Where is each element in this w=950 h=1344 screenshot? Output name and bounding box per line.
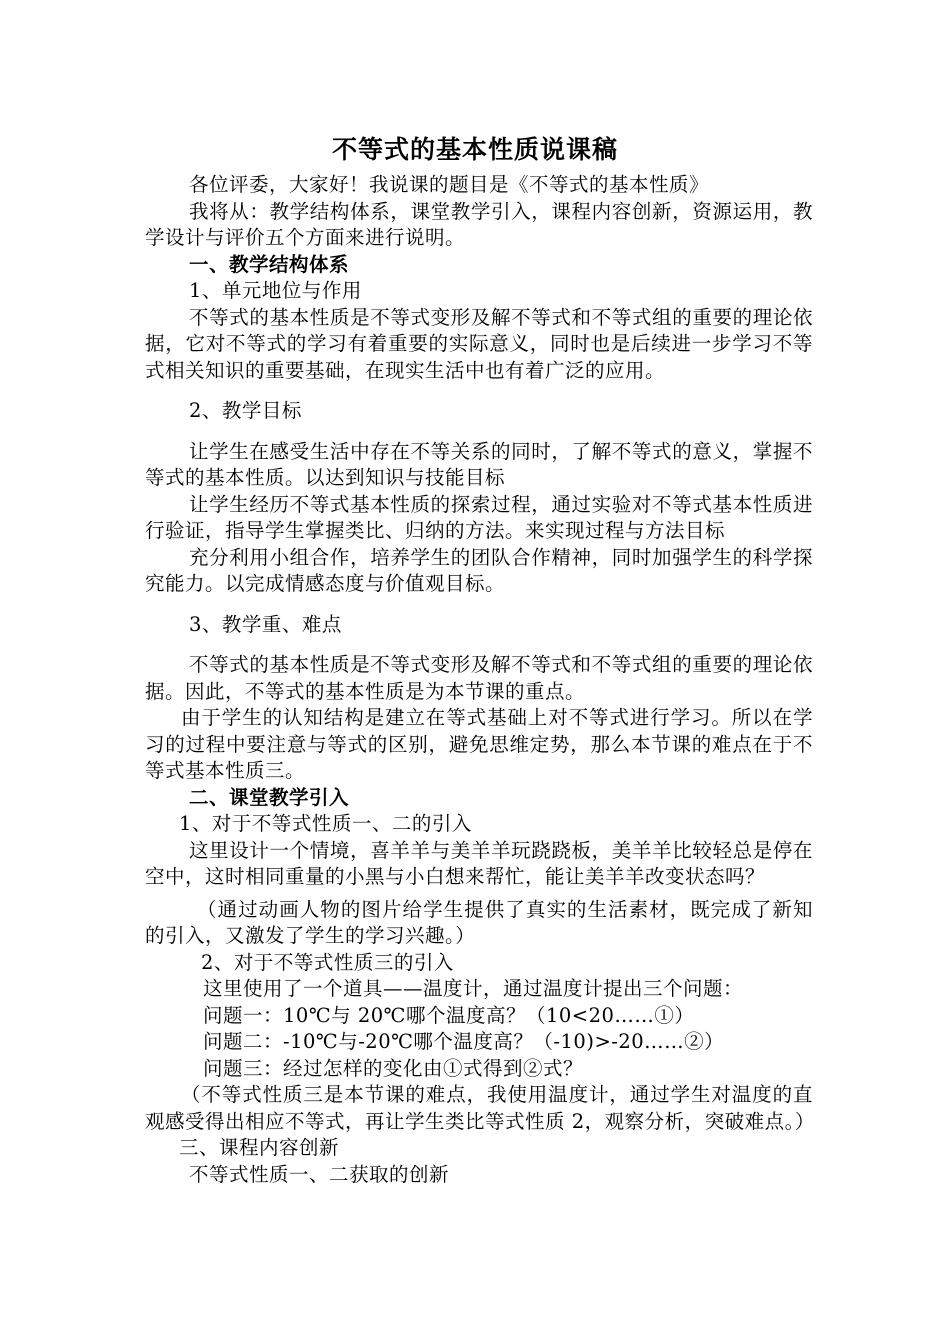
question-line: 问题一：10℃与 20℃哪个温度高？（10<20……①） [203, 1003, 695, 1027]
paragraph: 由于学生的认知结构是建立在等式基础上对不等式进行学习。所以在学习的过程中要注意与等式的区别，避免思维定势，那么本节课的难点在于不等式基本性质三。 [145, 706, 813, 782]
subsection-heading: 2、教学目标 [189, 399, 302, 422]
paragraph: 不等式的基本性质是不等式变形及解不等式和不等式组的重要的理论依据。因此，不等式的基本性质是为本节课的重点。 [145, 653, 813, 703]
document-title: 不等式的基本性质说课稿 [331, 135, 618, 164]
subsection-heading: 2、对于不等式性质三的引入 [201, 950, 454, 974]
document-body [145, 172, 813, 1188]
question-line: 问题三：经过怎样的变化由①式得到②式？ [203, 1056, 584, 1080]
paragraph: 让学生在感受生活中存在不等关系的同时，了解不等式的意义，掌握不等式的基本性质。以达到知识与技能目标 [145, 439, 813, 489]
subsection-heading: 1、单元地位与作用 [189, 279, 362, 302]
section-heading: 三、课程内容创新 [179, 1136, 340, 1159]
paragraph: 不等式的基本性质是不等式变形及解不等式和不等式组的重要的理论依据，它对不等式的学习有着重要的实际意义，同时也是后续进一步学习不等式相关知识的重要基础，在现实生活中也有着广泛的应用。 [145, 305, 813, 382]
paragraph: 各位评委，大家好！我说课的题目是《不等式的基本性质》 [189, 173, 710, 196]
paragraph: 我将从：教学结构体系，课堂教学引入，课程内容创新，资源运用，教学设计与评价五个方面来进行说明。 [145, 199, 813, 249]
paragraph: 让学生经历不等式基本性质的探索过程，通过实验对不等式基本性质进行验证，指导学生掌握类比、归纳的方法。来实现过程与方法目标 [145, 492, 813, 542]
section-heading: 一、教学结构体系 [189, 252, 350, 276]
section-heading: 二、课堂教学引入 [189, 785, 350, 809]
paragraph: （不等式性质三是本节课的难点，我使用温度计，通过学生对温度的直观感受得出相应不等式，再让学生类比等式性质 2，观察分析，突破难点。） [145, 1083, 815, 1133]
paragraph: 这里设计一个情境，喜羊羊与美羊羊玩跷跷板，美羊羊比较轻总是停在空中，这时相同重量的小黑与小白想来帮忙，能让美羊羊改变状态吗？ [145, 838, 813, 888]
paragraph: （通过动画人物的图片给学生提供了真实的生活素材，既完成了新知的引入，又激发了学生的学习兴趣。） [145, 897, 813, 947]
subsection-heading: 1、对于不等式性质一、二的引入 [179, 812, 472, 835]
subsection-heading: 不等式性质一、二获取的创新 [189, 1162, 450, 1186]
paragraph: 这里使用了一个道具——温度计，通过温度计提出三个问题： [203, 977, 744, 1000]
question-line: 问题二：-10℃与-20℃哪个温度高？（-10)>-20……②） [203, 1030, 725, 1053]
paragraph: 充分利用小组合作，培养学生的团队合作精神，同时加强学生的科学探究能力。以完成情感态度与价值观目标。 [145, 545, 813, 595]
subsection-heading: 3、教学重、难点 [189, 612, 342, 636]
